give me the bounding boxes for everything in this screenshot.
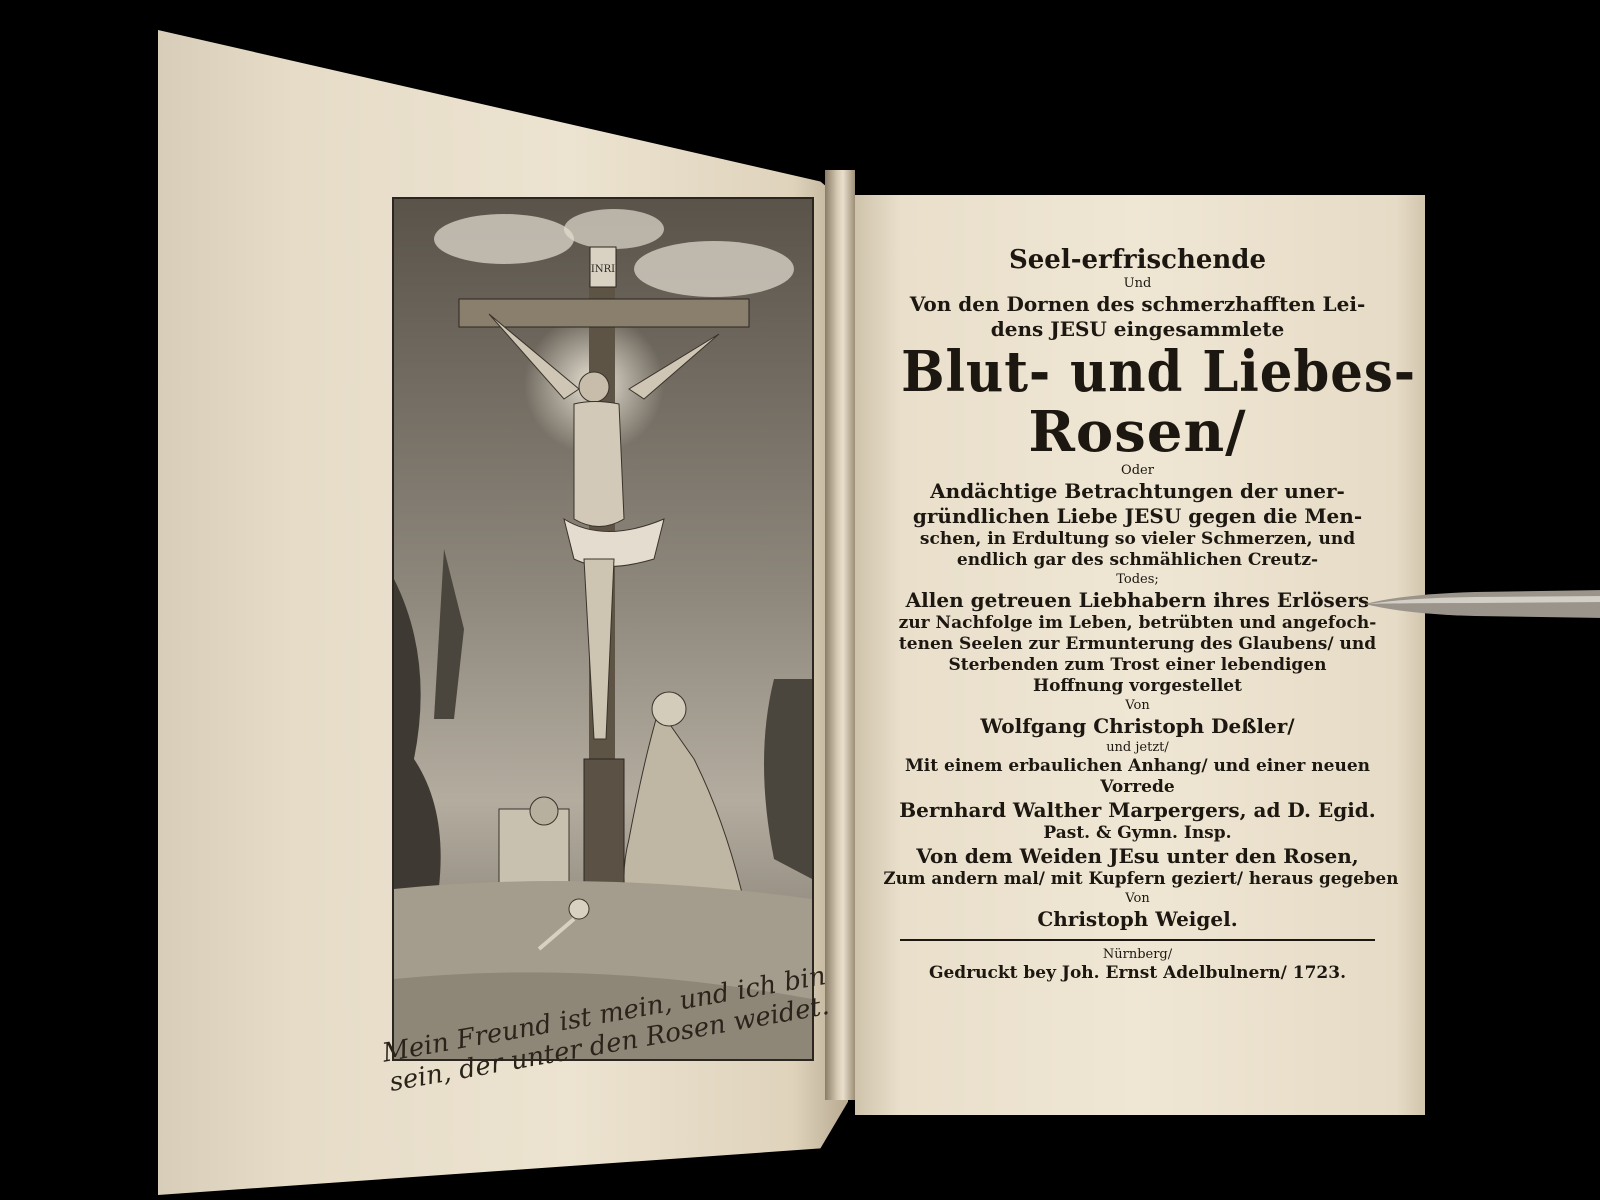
title-lines (880, 245, 1416, 932)
title-line: gründlichen Liebe JESU gegen die Men- (912, 504, 1363, 528)
title-line: Past. & Gymn. Insp. (1043, 823, 1232, 843)
title-rule (900, 939, 1375, 941)
title-line: Zum andern mal/ mit Kupfern geziert/ heraus gegeben (883, 869, 1399, 889)
knife-blade (1365, 588, 1600, 620)
title-line: schen, in Erdultung so vieler Schmerzen, und (919, 529, 1356, 549)
title-line: Sterbenden zum Trost einer lebendigen (948, 655, 1327, 675)
title-line: Vorrede (1100, 777, 1175, 797)
title-page-text (880, 245, 1416, 984)
title-line: Oder (1121, 463, 1154, 478)
imprint-line: Gedruckt bey Joh. Ernst Adelbulnern/ 1723. (928, 963, 1347, 983)
title-line: zur Nachfolge im Leben, betrübten und angefoch- (898, 613, 1377, 633)
title-line: endlich gar des schmählichen Creutz- (956, 550, 1319, 570)
title-line: und jetzt/ (1106, 740, 1169, 755)
title-line: Mit einem erbaulichen Anhang/ und einer neuen (904, 756, 1371, 776)
title-line: Von den Dornen des schmerzhafften Lei- (909, 292, 1366, 316)
title-line: Von (1125, 698, 1150, 713)
engraving-caption: Mein Freund ist mein, und ich bin sein, der unter den Rosen weidet. (380, 961, 832, 1098)
title-line: Todes; (1116, 572, 1159, 587)
title-line: Rosen/ (1028, 399, 1247, 465)
title-line: Allen getreuen Liebhabern ihres Erlösers (905, 588, 1370, 612)
inri-plaque: INRI (590, 264, 616, 275)
crucifixion-engraving (392, 197, 814, 1061)
title-line: Blut- und Liebes- (901, 339, 1416, 405)
title-line: Wolfgang Christoph Deßler/ (980, 714, 1295, 738)
title-line: Von dem Weiden JEsu unter den Rosen, (916, 844, 1359, 868)
imprint-line: Nürnberg/ (1102, 947, 1173, 962)
title-line: Christoph Weigel. (1037, 907, 1238, 931)
engraving-illustration (394, 199, 812, 1059)
title-line: Und (1123, 276, 1152, 291)
title-line: tenen Seelen zur Ermunterung des Glaubens/ und (898, 634, 1377, 654)
title-line: Bernhard Walther Marpergers, ad D. Egid. (899, 798, 1376, 822)
title-line: Hoffnung vorgestellet (1033, 676, 1242, 696)
title-line: dens JESU eingesammlete (990, 317, 1285, 341)
imprint-lines (880, 946, 1395, 984)
title-line: Seel-erfrischende (1008, 245, 1267, 275)
title-line: Andächtige Betrachtungen der uner- (930, 479, 1345, 503)
book-spine (825, 170, 855, 1100)
title-line: Von (1125, 891, 1150, 906)
